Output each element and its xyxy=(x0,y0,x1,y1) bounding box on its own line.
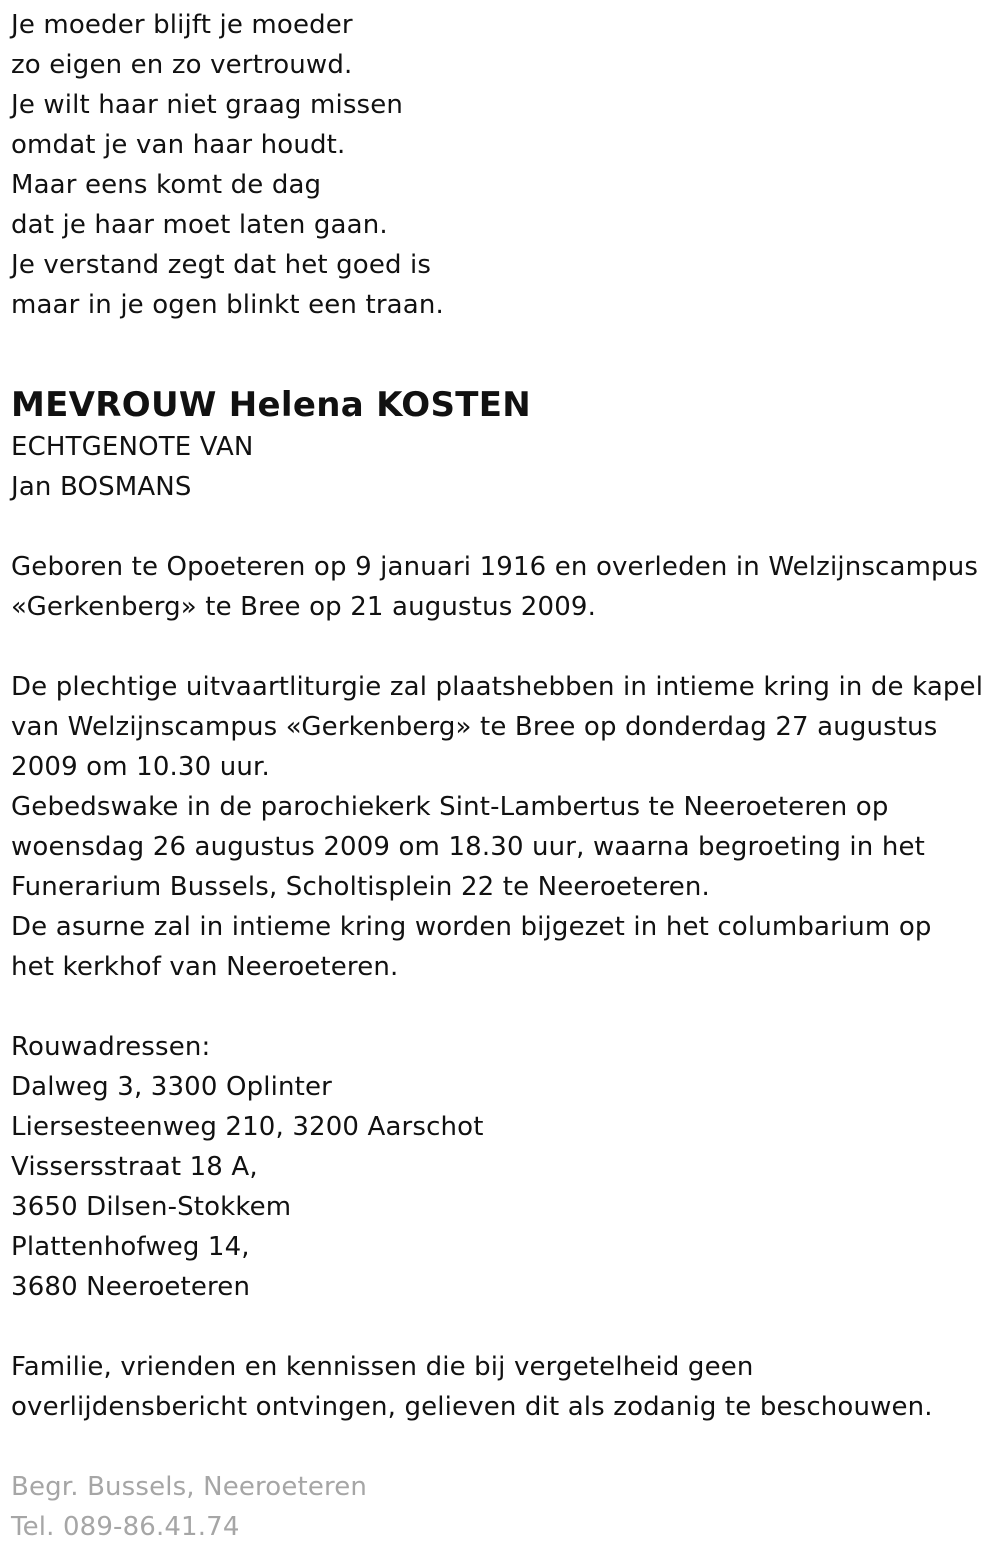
obituary-notice xyxy=(11,5,996,1547)
address-line: Vissersstraat 18 A, xyxy=(11,1152,258,1182)
relation-label: ECHTGENOTE VAN xyxy=(11,432,254,462)
spacer xyxy=(11,627,996,667)
paragraph-line: «Gerkenberg» te Bree op 21 augustus 2009. xyxy=(11,592,596,622)
poem-line: maar in je ogen blinkt een traan. xyxy=(11,290,444,320)
address-line: 3680 Neeroeteren xyxy=(11,1272,251,1302)
deceased-name: MEVROUW Helena KOSTEN xyxy=(11,385,532,425)
funeral-home-phone: Tel. 089-86.41.74 xyxy=(11,1512,240,1542)
paragraph-line: van Welzijnscampus «Gerkenberg» te Bree op donderdag 27 augustus xyxy=(11,712,938,742)
paragraph-line: De asurne zal in intieme kring worden bijgezet in het columbarium op xyxy=(11,912,932,942)
address-line: Plattenhofweg 14, xyxy=(11,1232,250,1262)
spacer xyxy=(11,507,996,547)
paragraph-line: woensdag 26 augustus 2009 om 18.30 uur, waarna begroeting in het xyxy=(11,832,925,862)
poem-line: Je verstand zegt dat het goed is xyxy=(11,250,432,280)
spacer xyxy=(11,1307,996,1347)
notice-paragraph xyxy=(11,1347,996,1427)
poem-line: Je wilt haar niet graag missen xyxy=(11,90,403,120)
birth-death-paragraph xyxy=(11,547,996,627)
paragraph-line: 2009 om 10.30 uur. xyxy=(11,752,270,782)
paragraph-line: De plechtige uitvaartliturgie zal plaatshebben in intieme kring in de kapel xyxy=(11,672,984,702)
paragraph-line: Geboren te Opoeteren op 9 januari 1916 en overleden in Welzijnscampus xyxy=(11,552,979,582)
deceased-block xyxy=(11,383,996,507)
paragraph-line: Gebedswake in de parochiekerk Sint-Lambertus te Neeroeteren op xyxy=(11,792,889,822)
spacer xyxy=(11,987,996,1027)
poem-line: dat je haar moet laten gaan. xyxy=(11,210,388,240)
poem-line: Maar eens komt de dag xyxy=(11,170,322,200)
paragraph-line: Funerarium Bussels, Scholtisplein 22 te Neeroeteren. xyxy=(11,872,710,902)
spacer xyxy=(11,325,996,383)
address-line: 3650 Dilsen-Stokkem xyxy=(11,1192,292,1222)
spouse-name: Jan BOSMANS xyxy=(11,472,192,502)
paragraph-line: Familie, vrienden en kennissen die bij vergetelheid geen xyxy=(11,1352,754,1382)
paragraph-line: overlijdensbericht ontvingen, gelieven dit als zodanig te beschouwen. xyxy=(11,1392,933,1422)
funeral-home-name: Begr. Bussels, Neeroeteren xyxy=(11,1472,368,1502)
spacer xyxy=(11,1427,996,1467)
paragraph-line: het kerkhof van Neeroeteren. xyxy=(11,952,399,982)
address-line: Dalweg 3, 3300 Oplinter xyxy=(11,1072,332,1102)
poem-line: Je moeder blijft je moeder xyxy=(11,10,353,40)
mourning-addresses xyxy=(11,1027,996,1307)
ceremony-paragraph xyxy=(11,667,996,987)
poem-line: omdat je van haar houdt. xyxy=(11,130,346,160)
address-line: Liersesteenweg 210, 3200 Aarschot xyxy=(11,1112,484,1142)
addresses-heading: Rouwadressen: xyxy=(11,1032,211,1062)
funeral-home xyxy=(11,1467,996,1547)
poem-line: zo eigen en zo vertrouwd. xyxy=(11,50,353,80)
poem xyxy=(11,5,996,325)
